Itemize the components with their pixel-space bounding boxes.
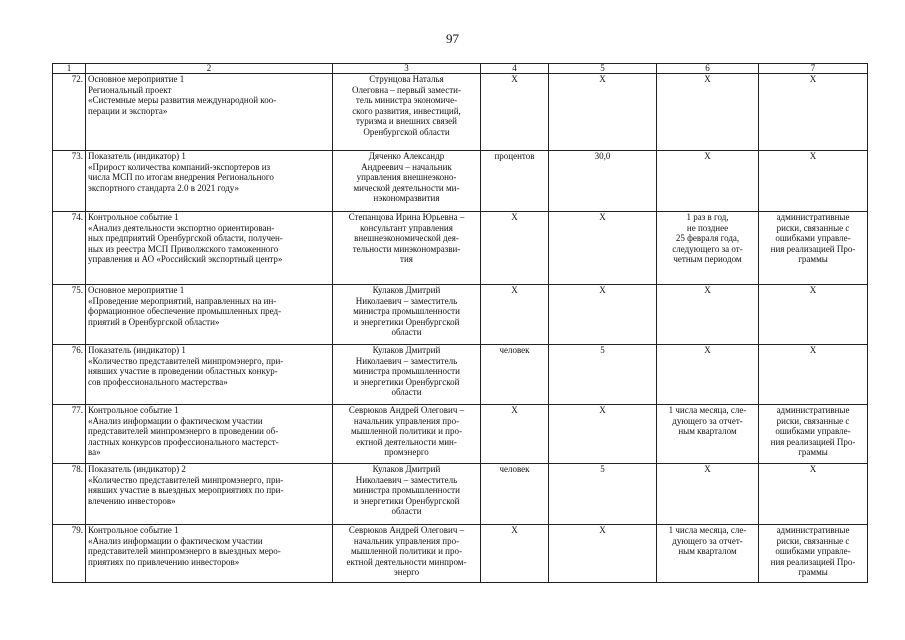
deadline-cell: X (657, 464, 759, 525)
header-cell: 1 (53, 64, 86, 74)
row-number: 77. (53, 405, 86, 464)
row-number: 72. (53, 74, 86, 151)
risks-cell: X (759, 151, 868, 212)
deadline-cell: X (657, 285, 759, 345)
value-cell: X (549, 405, 657, 464)
deadline-cell: X (657, 74, 759, 151)
event-title: Контрольное событие 1 «Анализ информации о фактическом участии представителей минпромэнерго в проведении об- ластных конкурсов профессионального мастерст- ва» (86, 405, 333, 464)
responsible-person: Кулаков Дмитрий Николаевич – заместитель министра промышленности и энергетики Оренбургской области (333, 285, 481, 345)
event-title: Контрольное событие 1 «Анализ деятельности экспортно ориентирован- ных предприятий Оренбургской области, получен- ных из реестра МСП Приволжского таможенного управления и АО «Российский экспортный центр» (86, 212, 333, 285)
row-number: 76. (53, 345, 86, 405)
responsible-person: Степанцова Ирина Юрьевна – консультант управления внешнеэкономической дея- тельности минэкономразви- тия (333, 212, 481, 285)
table-row (53, 74, 868, 151)
value-cell: X (549, 212, 657, 285)
table-row (53, 525, 868, 583)
responsible-person: Дяченко Александр Андреевич – начальник управления внешнеэконо- мической деятельности ми- нэкономразвития (333, 151, 481, 212)
table-row (53, 345, 868, 405)
unit-cell: человек (481, 464, 549, 525)
event-title: Показатель (индикатор) 1 «Прирост количества компаний-экспортеров из числа МСП по итогам внедрения Регионального экспортного стандарта 2.0 в 2021 году» (86, 151, 333, 212)
header-row (53, 64, 868, 74)
risks-cell: X (759, 74, 868, 151)
risks-cell: административные риски, связанные с ошибками управле- ния реализацией Про- граммы (759, 405, 868, 464)
value-cell: 30,0 (549, 151, 657, 212)
value-cell: X (549, 285, 657, 345)
unit-cell: X (481, 212, 549, 285)
page-number: 97 (446, 31, 459, 46)
table-row (53, 285, 868, 345)
event-title: Контрольное событие 1 «Анализ информации о фактическом участии представителей минпромэнерго в выездных меро- приятиях по привлечению инвесторов» (86, 525, 333, 583)
value-cell: 5 (549, 345, 657, 405)
risks-cell: административные риски, связанные с ошибками управле- ния реализацией Про- граммы (759, 525, 868, 583)
responsible-person: Севрюков Андрей Олегович – начальник управления про- мышленной политики и про- ектной деятельности минпром- энерго (333, 525, 481, 583)
header-cell: 5 (549, 64, 657, 74)
risks-cell: X (759, 464, 868, 525)
value-cell: 5 (549, 464, 657, 525)
deadline-cell: 1 числа месяца, сле- дующего за отчет- ным кварталом (657, 525, 759, 583)
table-row (53, 212, 868, 285)
event-title: Основное мероприятие 1 Региональный проект «Системные меры развития международной коо- перации и экспорта» (86, 74, 333, 151)
responsible-person: Струнцова Наталья Олеговна – первый замести- тель министра экономиче- ского развития, инвестиций, туризма и внешних связей Оренбургской области (333, 74, 481, 151)
row-number: 75. (53, 285, 86, 345)
deadline-cell: X (657, 345, 759, 405)
responsible-person: Кулаков Дмитрий Николаевич – заместитель министра промышленности и энергетики Оренбургской области (333, 464, 481, 525)
row-number: 78. (53, 464, 86, 525)
header-cell: 7 (759, 64, 868, 74)
unit-cell: X (481, 525, 549, 583)
deadline-cell: 1 числа месяца, сле- дующего за отчет- ным кварталом (657, 405, 759, 464)
deadline-cell: X (657, 151, 759, 212)
header-cell: 4 (481, 64, 549, 74)
risks-cell: административные риски, связанные с ошибками управле- ния реализацией Про- граммы (759, 212, 868, 285)
responsible-person: Севрюков Андрей Олегович – начальник управления про- мышленной политики и про- ектной деятельности мин- промэнерго (333, 405, 481, 464)
header-cell: 2 (86, 64, 333, 74)
header-cell: 6 (657, 64, 759, 74)
event-title: Показатель (индикатор) 2 «Количество представителей минпромэнерго, при- нявших участие в выездных мероприятиях по при- влечению инвесторов» (86, 464, 333, 525)
row-number: 73. (53, 151, 86, 212)
table-row (53, 405, 868, 464)
risks-cell: X (759, 285, 868, 345)
unit-cell: X (481, 285, 549, 345)
table-row (53, 464, 868, 525)
header-cell: 3 (333, 64, 481, 74)
row-number: 74. (53, 212, 86, 285)
row-number: 79. (53, 525, 86, 583)
unit-cell: человек (481, 345, 549, 405)
table-row (53, 151, 868, 212)
responsible-person: Кулаков Дмитрий Николаевич – заместитель министра промышленности и энергетики Оренбургской области (333, 345, 481, 405)
event-title: Основное мероприятие 1 «Проведение мероприятий, направленных на ин- формационное обеспечение промышленных пред- приятий в Оренбургской области» (86, 285, 333, 345)
deadline-cell: 1 раз в год, не позднее 25 февраля года, следующего за от- четным периодом (657, 212, 759, 285)
event-title: Показатель (индикатор) 1 «Количество представителей минпромэнерго, при- нявших участие в проведении областных конкур- сов профессионального мастерства» (86, 345, 333, 405)
unit-cell: X (481, 405, 549, 464)
value-cell: X (549, 525, 657, 583)
program-table (52, 63, 868, 583)
unit-cell: процентов (481, 151, 549, 212)
value-cell: X (549, 74, 657, 151)
unit-cell: X (481, 74, 549, 151)
risks-cell: X (759, 345, 868, 405)
